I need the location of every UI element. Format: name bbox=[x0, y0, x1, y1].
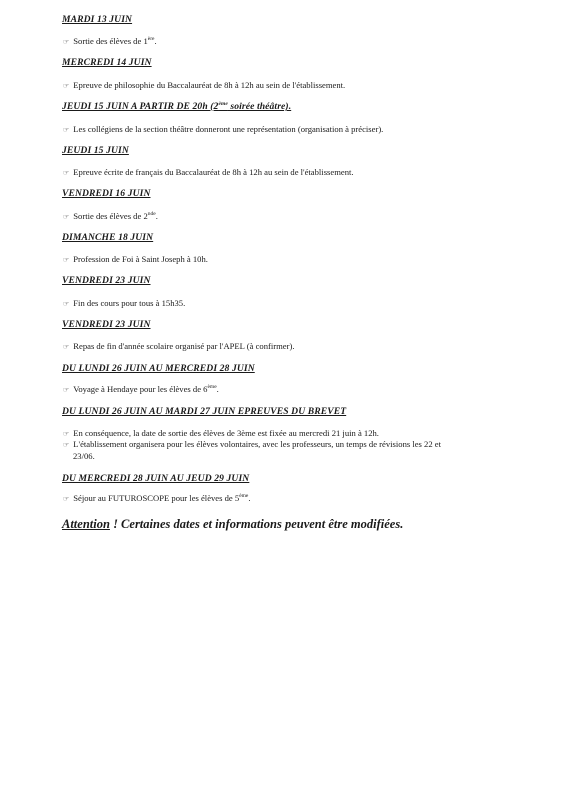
pointing-hand-icon: ☞ bbox=[63, 441, 70, 449]
heading-mercredi-14-juin: MERCREDI 14 JUIN bbox=[62, 57, 152, 68]
bullet-item: ☞ Séjour au FUTUROSCOPE pour les élèves de 5ème. bbox=[63, 493, 251, 503]
attention-notice: Attention ! Certaines dates et informations peuvent être modifiées. bbox=[62, 517, 404, 531]
pointing-hand-icon: ☞ bbox=[63, 430, 70, 438]
pointing-hand-icon: ☞ bbox=[63, 82, 70, 90]
heading-jeudi-15-juin-soiree: JEUDI 15 JUIN A PARTIR DE 20h (2ème soirée théâtre). bbox=[62, 100, 292, 112]
bullet-item: ☞ Epreuve écrite de français du Baccalauréat de 8h à 12h au sein de l'établissement. bbox=[63, 167, 354, 177]
pointing-hand-icon: ☞ bbox=[63, 213, 70, 221]
bullet-item: ☞ L'établissement organisera pour les élèves volontaires, avec les professeurs, un temps de révisions les 22 et 23/06. bbox=[63, 439, 441, 461]
heading-epreuves-du-brevet: DU LUNDI 26 JUIN AU MARDI 27 JUIN EPREUVES DU BREVET bbox=[62, 406, 347, 417]
pointing-hand-icon: ☞ bbox=[63, 126, 70, 134]
pointing-hand-icon: ☞ bbox=[63, 495, 70, 503]
pointing-hand-icon: ☞ bbox=[63, 169, 70, 177]
pointing-hand-icon: ☞ bbox=[63, 256, 70, 264]
bullet-item: ☞ Les collégiens de la section théâtre donneront une représentation (organisation à préciser). bbox=[63, 124, 384, 134]
pointing-hand-icon: ☞ bbox=[63, 386, 70, 394]
heading-mardi-13-juin: MARDI 13 JUIN bbox=[62, 14, 133, 25]
bullet-item: ☞ Sortie des élèves de 2nde. bbox=[63, 211, 158, 221]
pointing-hand-icon: ☞ bbox=[63, 343, 70, 351]
bullet-item: ☞ Voyage à Hendaye pour les élèves de 6ème. bbox=[63, 384, 219, 394]
bullet-item: ☞ En conséquence, la date de sortie des élèves de 3ème est fixée au mercredi 21 juin à 12h. bbox=[63, 428, 379, 438]
pointing-hand-icon: ☞ bbox=[63, 38, 70, 46]
heading-jeudi-15-juin: JEUDI 15 JUIN bbox=[62, 145, 129, 156]
heading-mercredi-28-jeudi-29: DU MERCREDI 28 JUIN AU JEUD 29 JUIN bbox=[62, 473, 250, 484]
bullet-item: ☞ Repas de fin d'année scolaire organisé par l'APEL (à confirmer). bbox=[63, 341, 295, 351]
bullet-item: ☞ Epreuve de philosophie du Baccalauréat de 8h à 12h au sein de l'établissement. bbox=[63, 80, 346, 90]
bullet-item: ☞ Profession de Foi à Saint Joseph à 10h. bbox=[63, 254, 208, 264]
heading-vendredi-23-juin: VENDREDI 23 JUIN bbox=[62, 275, 151, 286]
heading-vendredi-16-juin: VENDREDI 16 JUIN bbox=[62, 188, 151, 199]
heading-dimanche-18-juin: DIMANCHE 18 JUIN bbox=[62, 232, 154, 243]
bullet-item: ☞ Fin des cours pour tous à 15h35. bbox=[63, 298, 186, 308]
heading-lundi-26-mercredi-28: DU LUNDI 26 JUIN AU MERCREDI 28 JUIN bbox=[62, 363, 255, 374]
pointing-hand-icon: ☞ bbox=[63, 300, 70, 308]
bullet-item: ☞ Sortie des élèves de 1ère. bbox=[63, 36, 157, 46]
heading-vendredi-23-juin-repas: VENDREDI 23 JUIN bbox=[62, 319, 151, 330]
